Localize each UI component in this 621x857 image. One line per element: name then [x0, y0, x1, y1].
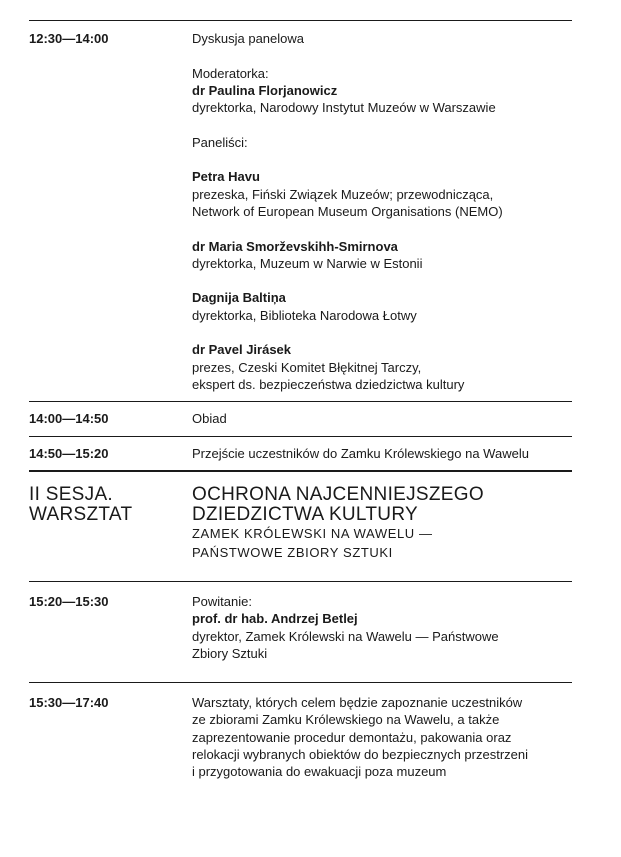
panelist-name: Dagnija Baltiņa: [192, 290, 286, 306]
panelist-role: ekspert ds. bezpieczeństwa dziedzictwa kultury: [192, 376, 465, 392]
session-label: II SESJA. WARSZTAT: [29, 484, 133, 525]
time-slot-panel: 12:30—14:00: [29, 31, 109, 46]
moderator-name: dr Paulina Florjanowicz: [192, 82, 338, 98]
moderator-label: Moderatorka:: [192, 65, 269, 81]
welcome-section: [192, 593, 499, 662]
time-slot-transfer: 14:50—15:20: [29, 446, 109, 461]
panelists-label: Paneliści:: [192, 134, 248, 150]
workshop-description: Warsztaty, których celem będzie zapoznanie uczestników ze zbiorami Zamku Królewskiego na Wawelu, a także zaprezentowanie procedur demontażu, pakowania oraz relokacji wybranych obiektów do bezpiecznych przestrzeni i przygotowania do ewakuacji poza muzeum: [192, 695, 528, 780]
transfer-text: Przejście uczestników do Zamku Królewskiego na Wawelu: [192, 446, 529, 461]
lunch-text: Obiad: [192, 411, 227, 426]
panelist-name: dr Maria Smorževskihh-Smirnova: [192, 238, 398, 254]
session-title: OCHRONA NAJCENNIEJSZEGO DZIEDZICTWA KULTURY: [192, 484, 484, 525]
session-subtitle: ZAMEK KRÓLEWSKI NA WAWELU — PAŃSTWOWE ZBIORY SZTUKI: [192, 526, 433, 560]
time-slot-welcome: 15:20—15:30: [29, 594, 109, 609]
session-divider: [29, 470, 572, 472]
panelist-role: dyrektorka, Muzeum w Narwie w Estonii: [192, 255, 423, 271]
time-slot-workshop: 15:30—17:40: [29, 695, 109, 710]
panelist-role: dyrektorka, Biblioteka Narodowa Łotwy: [192, 307, 417, 323]
panelist-name: dr Pavel Jirásek: [192, 342, 292, 358]
panel-title: Dyskusja panelowa: [192, 31, 305, 46]
panelist-name: Petra Havu: [192, 169, 260, 185]
divider: [29, 436, 572, 437]
panelist-role: prezeska, Fiński Związek Muzeów; przewodnicząca,: [192, 186, 494, 202]
top-divider: [29, 20, 572, 21]
speaker-name: prof. dr hab. Andrzej Betlej: [192, 611, 358, 627]
panelist-role: prezes, Czeski Komitet Błękitnej Tarczy,: [192, 359, 422, 375]
time-slot-lunch: 14:00—14:50: [29, 411, 109, 426]
welcome-label: Powitanie:: [192, 594, 252, 609]
moderator-role: dyrektorka, Narodowy Instytut Muzeów w Warszawie: [192, 100, 496, 116]
speaker-role: Zbiory Sztuki: [192, 645, 268, 661]
divider: [29, 401, 572, 402]
panelist-role: Network of European Museum Organisations (NEMO): [192, 203, 503, 219]
divider: [29, 581, 572, 582]
speaker-role: dyrektor, Zamek Królewski na Wawelu — Państwowe: [192, 628, 499, 644]
divider: [29, 682, 572, 683]
panel-section: [192, 30, 503, 393]
